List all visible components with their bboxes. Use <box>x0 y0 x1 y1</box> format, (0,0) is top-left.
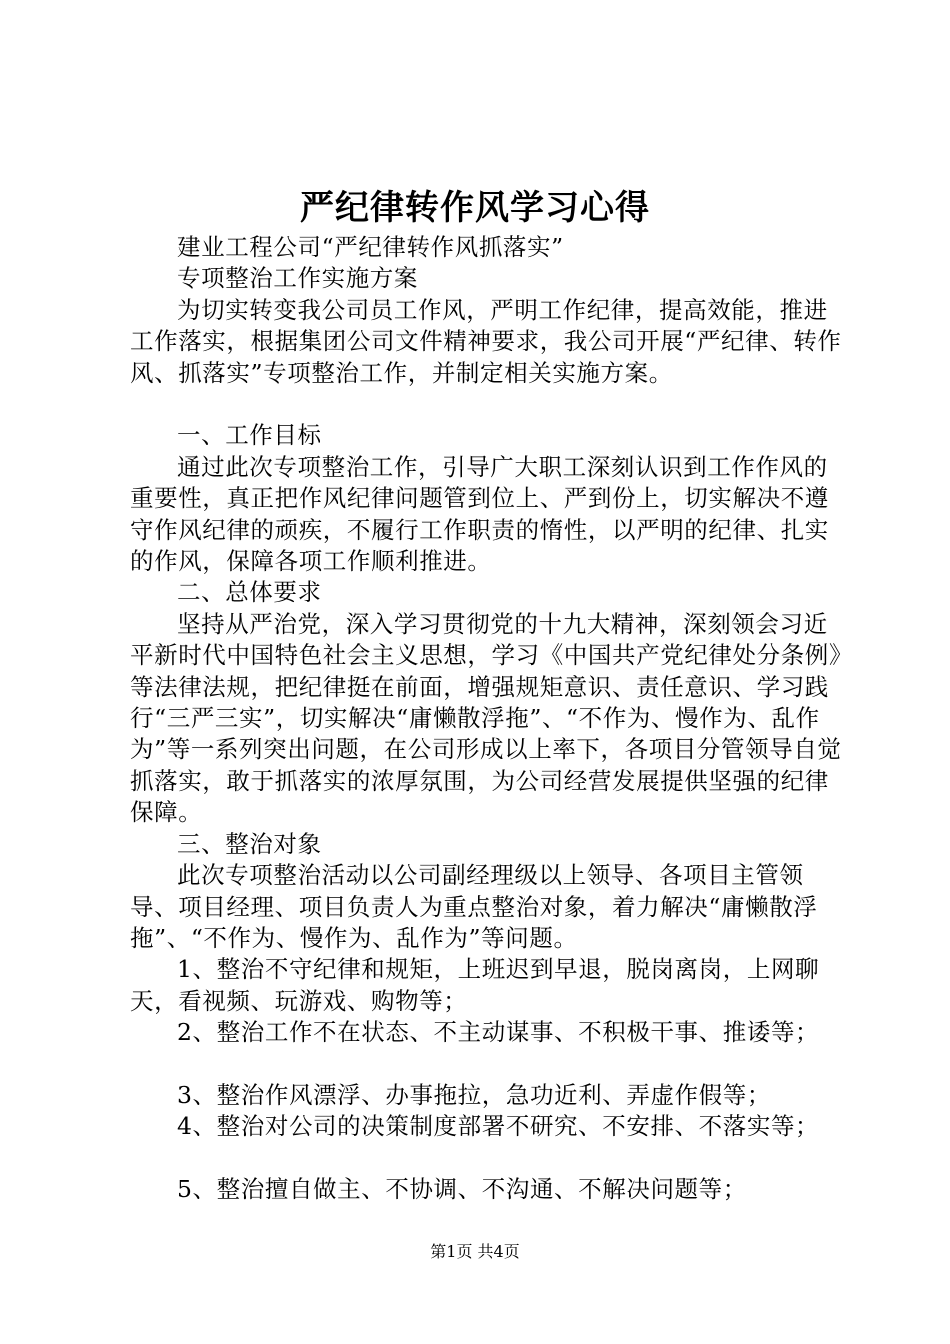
page-footer: 第1页 共4页 <box>430 1242 520 1261</box>
paragraph-targets: 此次专项整治活动以公司副经理级以上领导、各项目主管领导、项目经理、项目负责人为重点整治对象，着力解决“庸懒散浮拖”、“不作为、慢作为、乱作为”等问题。 <box>130 861 818 952</box>
blank-line <box>130 389 846 420</box>
section-heading-targets: 三、整治对象 <box>177 829 322 858</box>
list-item: 4、整治对公司的决策制度部署不研究、不安排、不落实等； <box>177 1112 820 1141</box>
paragraph-intro: 为切实转变我公司员工作风，严明工作纪律，提高效能，推进工作落实，根据集团公司文件精神要求，我公司开展“严纪律、转作风、抓落实”专项整治工作，并制定相关实施方案。 <box>130 295 842 387</box>
section-heading-goals: 一、工作目标 <box>177 421 322 450</box>
blank-line <box>130 1143 846 1174</box>
paragraph-plan-heading: 专项整治工作实施方案 <box>177 264 418 293</box>
list-item: 2、整治工作不在状态、不主动谋事、不积极干事、推诿等； <box>177 1018 820 1047</box>
list-item: 1、整治不守纪律和规矩，上班迟到早退，脱岗离岗，上网聊天，看视频、玩游戏、购物等； <box>130 955 820 1015</box>
section-heading-requirements: 二、总体要求 <box>177 578 322 607</box>
list-item: 5、整治擅自做主、不协调、不沟通、不解决问题等； <box>177 1175 747 1204</box>
blank-line <box>130 1049 846 1080</box>
paragraph-company-heading: 建业工程公司“严纪律转作风抓落实” <box>177 233 564 261</box>
document-body <box>130 232 846 1206</box>
list-item: 3、整治作风漂浮、办事拖拉，急功近利、弄虚作假等； <box>177 1080 771 1109</box>
document-title: 严纪律转作风学习心得 <box>300 188 650 228</box>
paragraph-goals: 通过此次专项整治工作，引导广大职工深刻认识到工作作风的重要性，真正把作风纪律问题管到位上、严到份上，切实解决不遵守作风纪律的顽疾，不履行工作职责的惰性，以严明的纪律、扎实的作风，保障各项工作顺利推进。 <box>130 452 829 576</box>
paragraph-requirements: 坚持从严治党，深入学习贯彻党的十九大精神，深刻领会习近平新时代中国特色社会主义思想，学习《中国共产党纪律处分条例》等法律法规，把纪律挺在前面，增强规矩意识、责任意识、学习践行“三严三实”，切实解决“庸懒散浮拖”、“不作为、慢作为、乱作为”等一系列突出问题，在公司形成以上率下，各项目分管领导自觉抓落实，敢于抓落实的浓厚氛围，为公司经营发展提供坚强的纪律保障。 <box>130 609 842 827</box>
